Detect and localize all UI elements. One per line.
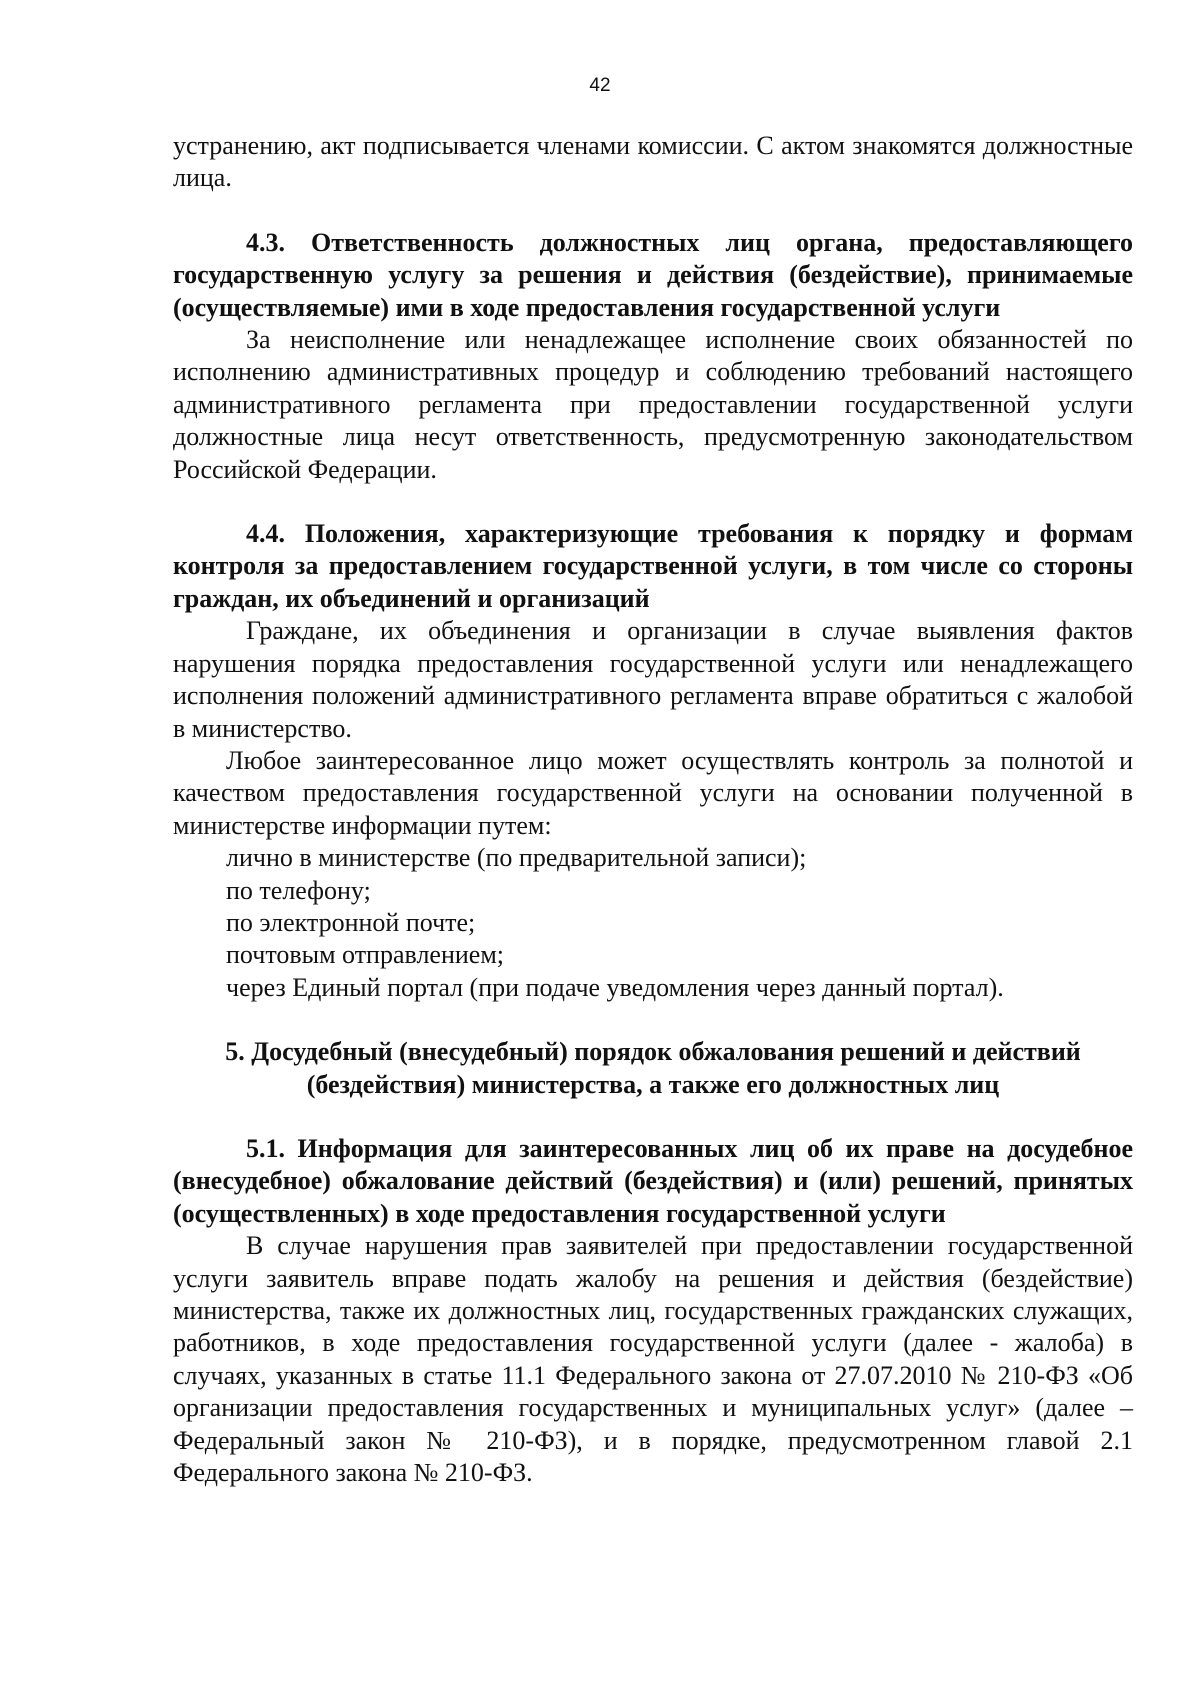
list-item: по электронной почте; <box>226 907 476 937</box>
list-item: почтовым отправлением; <box>226 940 505 970</box>
section-4-3-paragraph: За неисполнение или ненадлежащее исполнение своих обязанностей по исполнению административных процедур и соблюдению требований настоящего административного регламента при предоставлении государственной услуги должностные лица несут ответственность, предусмотренную законодательством Российской Федерации. <box>173 325 1133 484</box>
section-4-3-heading: 4.3. Ответственность должностных лиц органа, предоставляющего государственную услугу за решения и действия (бездействие), принимаемые (осуществляемые) ими в ходе предоставления государственной услуги <box>173 227 1133 322</box>
document-body <box>173 130 1133 1489</box>
spacer <box>173 1101 1133 1133</box>
section-4-4-heading: 4.4. Положения, характеризующие требования к порядку и формам контроля за предоставлением государственной услуги, в том числе со стороны граждан, их объединений и организаций <box>173 519 1133 613</box>
spacer <box>173 486 1133 518</box>
list-item: по телефону; <box>226 875 371 905</box>
list-item: через Единый портал (при подаче уведомления через данный портал). <box>226 972 1004 1002</box>
spacer <box>173 195 1133 227</box>
section-5-1-heading: 5.1. Информация для заинтересованных лиц об их праве на досудебное (внесудебное) обжалование действий (бездействия) и (или) решений, принятых (осуществленных) в ходе предоставления государственной услуги <box>173 1133 1133 1228</box>
list-item: лично в министерстве (по предварительной записи); <box>226 843 807 873</box>
section-5-1-paragraph: В случае нарушения прав заявителей при предоставлении государственной услуги заявитель вправе подать жалобу на решения и действия (бездействие) министерства, также их должностных лиц, государственных гражданских служащих, работников, в ходе предоставления государственной услуги (далее - жалоба) в случаях, указанных в статье 11.1 Федерального закона от 27.07.2010 № 210-ФЗ «Об организации предоставления государственных и муниципальных услуг» (далее – Федеральный закон № 210-ФЗ), и в порядке, предусмотренном главой 2.1 Федерального закона № 210-ФЗ. <box>173 1231 1133 1488</box>
spacer <box>173 1004 1133 1036</box>
section-4-4-paragraph-1: Граждане, их объединения и организации в случае выявления фактов нарушения порядка предоставления государственной услуги или ненадлежащего исполнения положений административного регламента вправе обратиться с жалобой в министерство. <box>173 616 1133 743</box>
page-number: 42 <box>589 75 611 96</box>
section-5-heading-line-1: 5. Досудебный (внесудебный) порядок обжалования решений и действий <box>225 1037 1081 1067</box>
section-5-heading-line-2: (бездействия) министерства, а также его должностных лиц <box>306 1069 1000 1099</box>
intro-paragraph: устранению, акт подписывается членами комиссии. С актом знакомятся должностные лица. <box>173 131 1133 193</box>
section-4-4-paragraph-2: Любое заинтересованное лицо может осуществлять контроль за полнотой и качеством предоставления государственной услуги на основании полученной в министерстве информации путем: <box>173 745 1133 840</box>
